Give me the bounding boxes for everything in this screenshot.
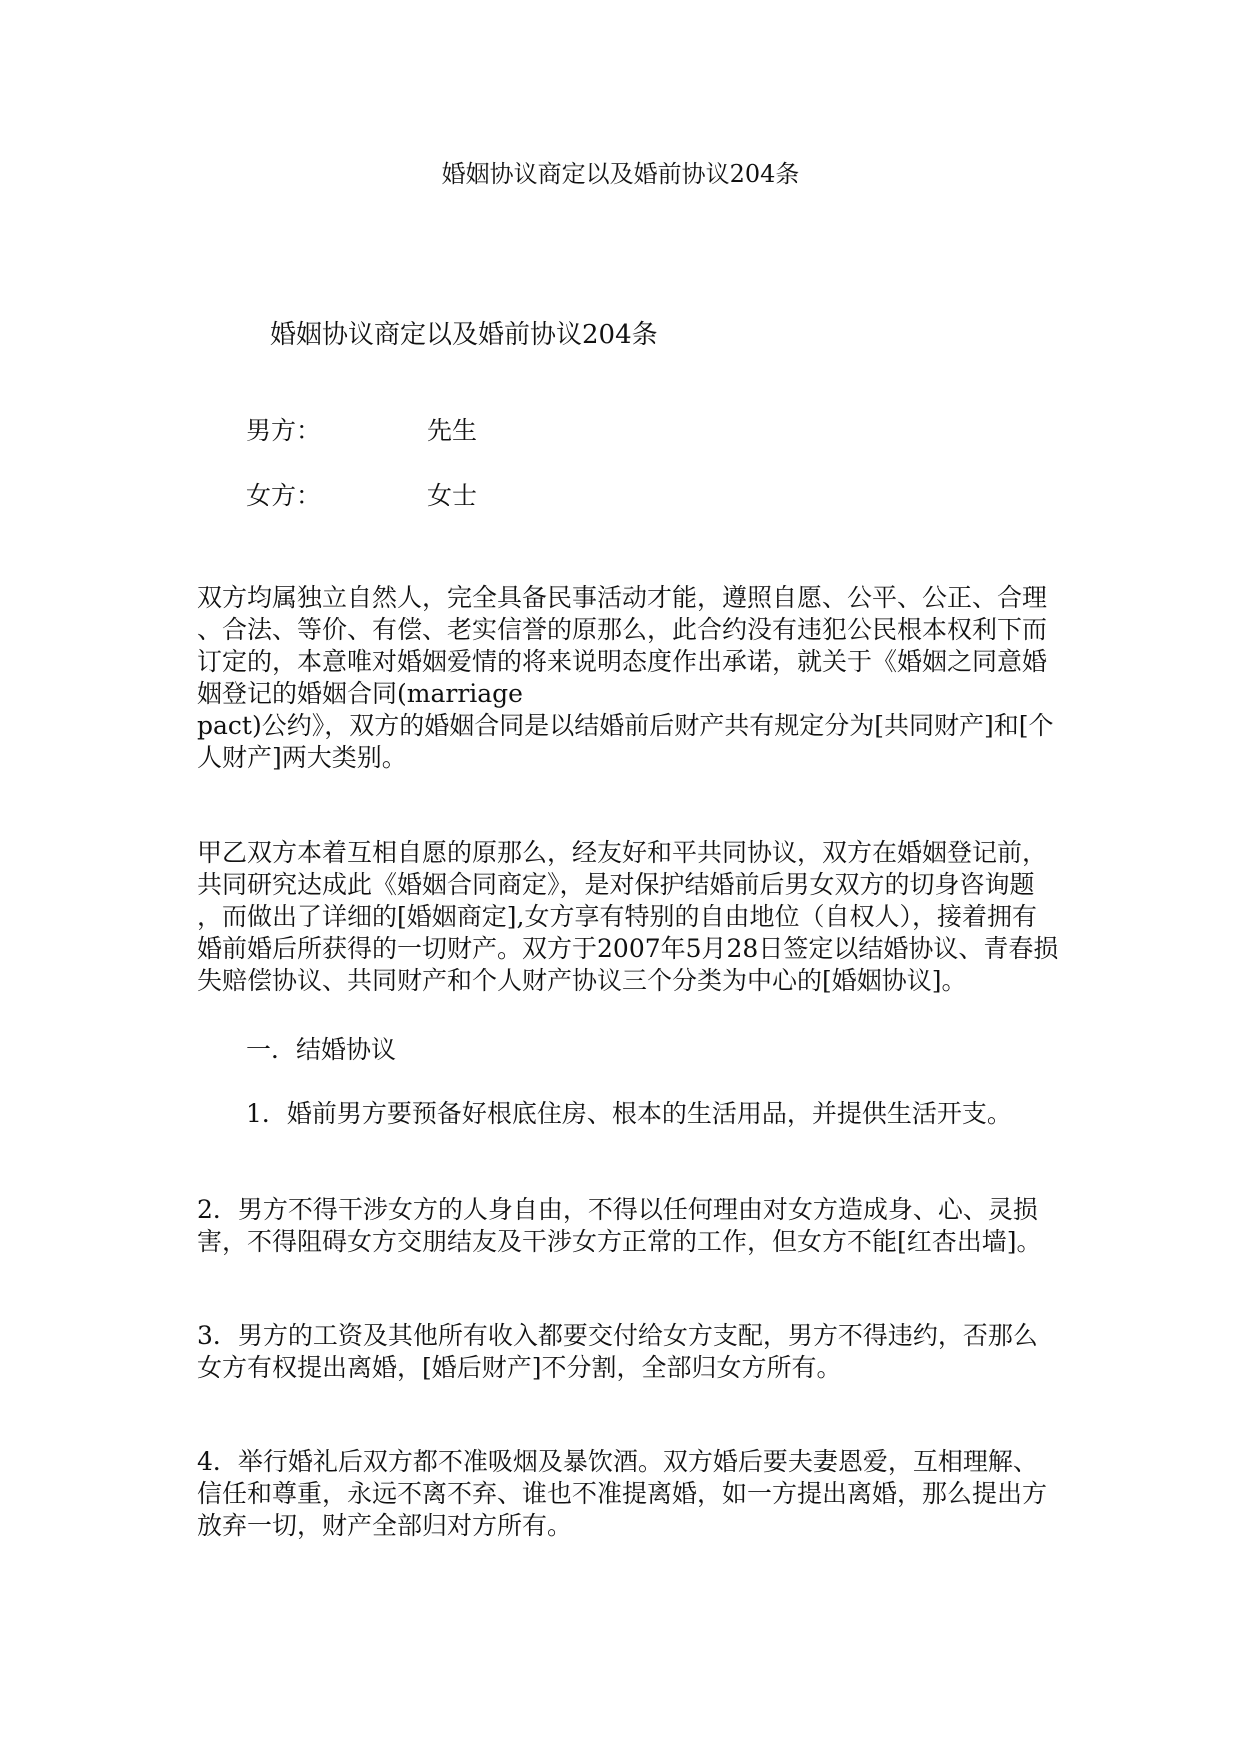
paragraph-line: 害，不得阻碍女方交朋结友及干涉女方正常的工作，但女方不能[红杏出墙]。 (197, 1227, 1042, 1256)
party-male-value: 先生 (427, 416, 478, 445)
paragraph-line: 人财产]两大类别。 (197, 743, 407, 772)
paragraph-line: 失赔偿协议、共同财产和个人财产协议三个分类为中心的[婚姻协议]。 (197, 966, 967, 995)
paragraph-line: 甲乙双方本着互相自愿的原那么，经友好和平共同协议，双方在婚姻登记前， (197, 838, 1048, 867)
party-male-label: 男方： (246, 416, 322, 445)
paragraph-line: ，而做出了详细的[婚姻商定],女方享有特别的自由地位（自权人），接着拥有 (197, 902, 1037, 931)
paragraph-line: pact)公约》，双方的婚姻合同是以结婚前后财产共有规定分为[共同财产]和[个 (197, 711, 1054, 740)
paragraph-line: 4．举行婚礼后双方都不准吸烟及暴饮酒。双方婚后要夫妻恩爱，互相理解、 (197, 1447, 1038, 1476)
paragraph-line: 婚前婚后所获得的一切财产。双方于2007年5月28日签定以结婚协议、青春损 (197, 934, 1059, 963)
paragraph-line: 2．男方不得干涉女方的人身自由，不得以任何理由对女方造成身、心、灵损 (197, 1195, 1038, 1224)
paragraph-line: 放弃一切，财产全部归对方所有。 (197, 1511, 573, 1540)
paragraph-line: 、合法、等价、有偿、老实信誉的原那么，此合约没有违犯公民根本权利下而 (197, 615, 1048, 644)
paragraph-line: 信任和尊重，永远不离不弃、谁也不准提离婚，如一方提出离婚，那么提出方 (197, 1479, 1048, 1508)
page-header-title: 婚姻协议商定以及婚前协议204条 (441, 160, 800, 188)
paragraph-line: 双方均属独立自然人，完全具备民事活动才能，遵照自愿、公平、公正、合理 (197, 583, 1048, 612)
clause-item-1: 1．婚前男方要预备好根底住房、根本的生活用品，并提供生活开支。 (246, 1099, 1012, 1128)
party-female-value: 女士 (427, 481, 478, 510)
section-heading: 一．结婚协议 (246, 1035, 397, 1064)
paragraph-line: 订定的，本意唯对婚姻爱情的将来说明态度作出承诺，就关于《婚姻之同意婚 (197, 647, 1048, 676)
paragraph-line: 3．男方的工资及其他所有收入都要交付给女方支配，男方不得违约，否那么 (197, 1321, 1038, 1350)
document-title: 婚姻协议商定以及婚前协议204条 (270, 320, 658, 350)
paragraph-line: 共同研究达成此《婚姻合同商定》，是对保护结婚前后男女双方的切身咨询题 (197, 870, 1035, 899)
paragraph-line: 姻登记的婚姻合同(marriage (197, 679, 523, 708)
paragraph-line: 女方有权提出离婚，[婚后财产]不分割，全部归女方所有。 (197, 1353, 842, 1382)
party-female-label: 女方： (246, 481, 322, 510)
